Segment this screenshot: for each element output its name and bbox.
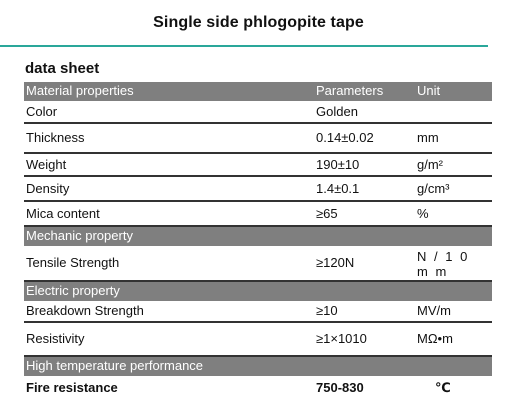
section-title: Electric property [26, 283, 120, 298]
table-row [24, 202, 492, 227]
data-sheet-table [24, 82, 492, 399]
table-header-row [24, 82, 492, 101]
row-unit: MΩ•m [417, 331, 453, 346]
row-value: ≥10 [316, 303, 338, 318]
row-label: Weight [26, 156, 67, 172]
table-row [24, 124, 492, 154]
page-title: Single side phlogopite tape [153, 14, 364, 31]
row-label: Mica content [26, 205, 100, 221]
row-value: 750-830 [316, 379, 364, 395]
table-row [24, 301, 492, 323]
row-value: ≥65 [316, 205, 338, 221]
row-label: Color [26, 103, 58, 119]
row-value: 1.4±0.1 [316, 180, 360, 196]
row-unit: g/m² [417, 156, 443, 172]
row-value: 190±10 [316, 156, 360, 172]
section-header-electric [24, 282, 492, 301]
row-value: Golden [316, 103, 358, 119]
table-row [24, 177, 492, 202]
row-value: ≥1×1010 [316, 331, 367, 346]
row-unit: % [417, 205, 429, 221]
table-row [24, 101, 492, 124]
title-divider [0, 45, 488, 47]
row-unit: MV/m [417, 303, 451, 318]
table-row [24, 154, 492, 177]
table-row [24, 246, 492, 282]
section-title: Mechanic property [26, 228, 133, 243]
section-title: High temperature performance [26, 358, 204, 373]
section-header-mechanic [24, 227, 492, 246]
row-unit: mm [417, 130, 439, 145]
header-parameters: Parameters [316, 83, 384, 98]
header-unit: Unit [417, 83, 441, 98]
table-row [24, 323, 492, 357]
row-value: 0.14±0.02 [316, 130, 374, 145]
row-unit: ℃ [435, 379, 451, 395]
table-row [24, 376, 492, 399]
row-value: ≥120N [316, 255, 355, 270]
header-material-properties: Material properties [26, 83, 134, 98]
row-label: Thickness [26, 130, 85, 145]
row-label: Density [26, 180, 70, 196]
row-label: Fire resistance [26, 379, 118, 395]
row-unit: N / 1 0 m m [417, 249, 470, 279]
row-label: Tensile Strength [26, 255, 120, 270]
row-unit: g/cm³ [417, 180, 450, 196]
section-header-high-temperature [24, 357, 492, 376]
section-subtitle: data sheet [25, 60, 100, 77]
row-label: Resistivity [26, 331, 85, 346]
row-label: Breakdown Strength [26, 303, 144, 318]
